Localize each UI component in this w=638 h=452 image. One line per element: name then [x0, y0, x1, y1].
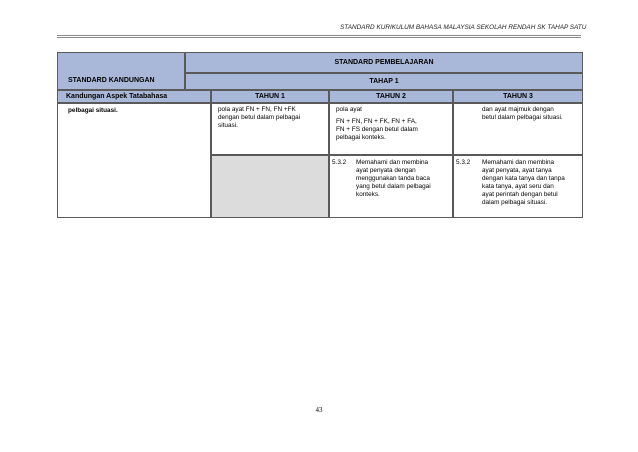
row1-tahun3-cell [453, 103, 583, 155]
row1-t1-line-1: pola ayat FN + FN, FN +FK [218, 106, 296, 113]
row1-t3-line-1: dan ayat majmuk dengan [482, 106, 554, 113]
row2-t2-line-4: yang betul dalam pelbagai [356, 183, 431, 190]
tahun-2-header: TAHUN 2 [329, 90, 453, 103]
row1-t2-line-2: FN + FS dengan betul dalam [336, 126, 418, 133]
row1-t2-line-1: FN + FN, FN + FK, FN + FA, [336, 118, 417, 125]
running-header: STANDARD KURIKULUM BAHASA MALAYSIA SEKOLAH RENDAH SK TAHAP SATU [340, 24, 587, 31]
page-number: 43 [315, 406, 323, 414]
row2-t2-code: 5.3.2 [332, 159, 347, 166]
tahap-header: TAHAP 1 [185, 73, 583, 90]
row2-t3-line-1: Memahami dan membina [482, 159, 555, 166]
row1-tahun1-cell [211, 103, 329, 155]
kandungan-text: pelbagai situasi. [68, 107, 118, 114]
row1-t3-line-2: betul dalam pelbagai situasi. [482, 114, 563, 121]
row1-t1-line-2: dengan betul dalam pelbagai [218, 114, 301, 121]
row2-t3-code: 5.3.2 [456, 159, 471, 166]
row1-t1-line-3: situasi. [218, 122, 238, 129]
tahun-3-header: TAHUN 3 [453, 90, 583, 103]
kandungan-cell [57, 103, 211, 155]
tahun-1-header: TAHUN 1 [211, 90, 329, 103]
row2-t3-line-5: ayat perintah dengan betul [482, 191, 558, 198]
kandungan-cell-continued [57, 155, 211, 218]
row2-tahun2-cell [329, 155, 453, 218]
row2-t3-line-6: dalam pelbagai situasi. [482, 199, 548, 206]
row2-t2-line-5: konteks. [356, 191, 380, 198]
standard-pembelajaran-header: STANDARD PEMBELAJARAN [185, 52, 583, 73]
header-rule-bottom [57, 37, 581, 38]
standard-kandungan-header: STANDARD KANDUNGAN [57, 52, 185, 90]
row2-t2-line-2: ayat penyata dengan [356, 167, 416, 174]
row2-t2-line-3: menggunakan tanda baca [356, 175, 430, 182]
row1-tahun2-cell [329, 103, 453, 155]
row1-t2-intro: pola ayat [336, 106, 362, 113]
aspect-label: Kandungan Aspek Tatabahasa [57, 90, 211, 103]
row2-t2-line-1: Memahami dan membina [356, 159, 429, 166]
row2-tahun1-empty [211, 155, 329, 218]
row1-t2-line-3: pelbagai konteks. [336, 134, 386, 141]
row2-t3-line-4: kata tanya, ayat seru dan [482, 183, 554, 190]
curriculum-table [57, 52, 583, 218]
row2-t3-line-2: ayat penyata, ayat tanya [482, 167, 552, 174]
header-rule-top [57, 35, 581, 36]
row2-tahun3-cell [453, 155, 583, 218]
row2-t3-line-3: dengan kata tanya dan tanpa [482, 175, 565, 182]
